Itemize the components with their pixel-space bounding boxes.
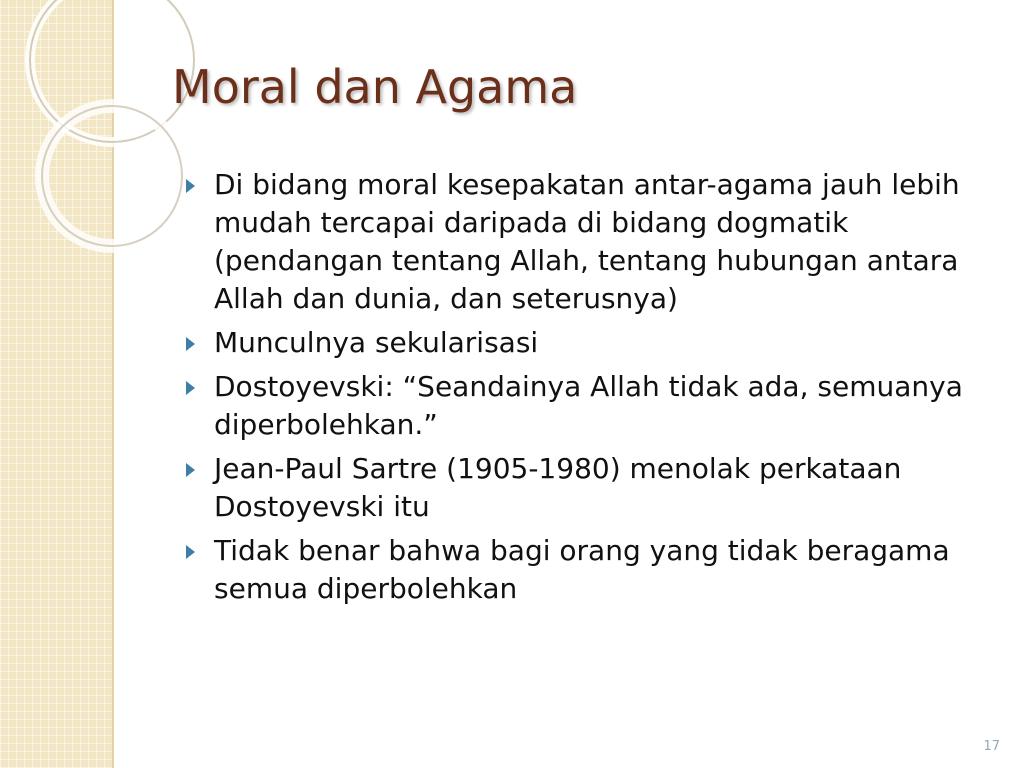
bullet-arrow-icon xyxy=(186,545,195,559)
bullet-item xyxy=(182,450,982,526)
bullet-text: Jean-Paul Sartre (1905-1980) menolak perkataan Dostoyevski itu xyxy=(214,452,902,523)
bullet-item xyxy=(182,324,982,362)
bullet-text: Dostoyevski: “Seandainya Allah tidak ada, semuanya diperbolehkan.” xyxy=(214,370,963,441)
page-number: 17 xyxy=(983,739,1000,754)
bullet-text: Munculnya sekularisasi xyxy=(214,326,539,359)
decorative-ring-top xyxy=(30,0,194,142)
bullet-list xyxy=(182,166,982,614)
bullet-arrow-icon xyxy=(186,381,195,395)
bullet-item xyxy=(182,166,982,318)
bullet-item xyxy=(182,532,982,608)
bullet-arrow-icon xyxy=(186,463,195,477)
bullet-text: Di bidang moral kesepakatan antar-agama jauh lebih mudah tercapai daripada di bidang dogmatik (pendangan tentang Allah, tentang hubungan antara Allah dan dunia, dan seterusnya) xyxy=(214,168,960,315)
slide-title: Moral dan Agama xyxy=(172,60,578,114)
bullet-arrow-icon xyxy=(186,179,195,193)
bullet-item xyxy=(182,368,982,444)
bullet-arrow-icon xyxy=(186,337,195,351)
decorative-ring-bottom-outline xyxy=(42,106,182,246)
bullet-text: Tidak benar bahwa bagi orang yang tidak beragama semua diperbolehkan xyxy=(214,534,950,605)
